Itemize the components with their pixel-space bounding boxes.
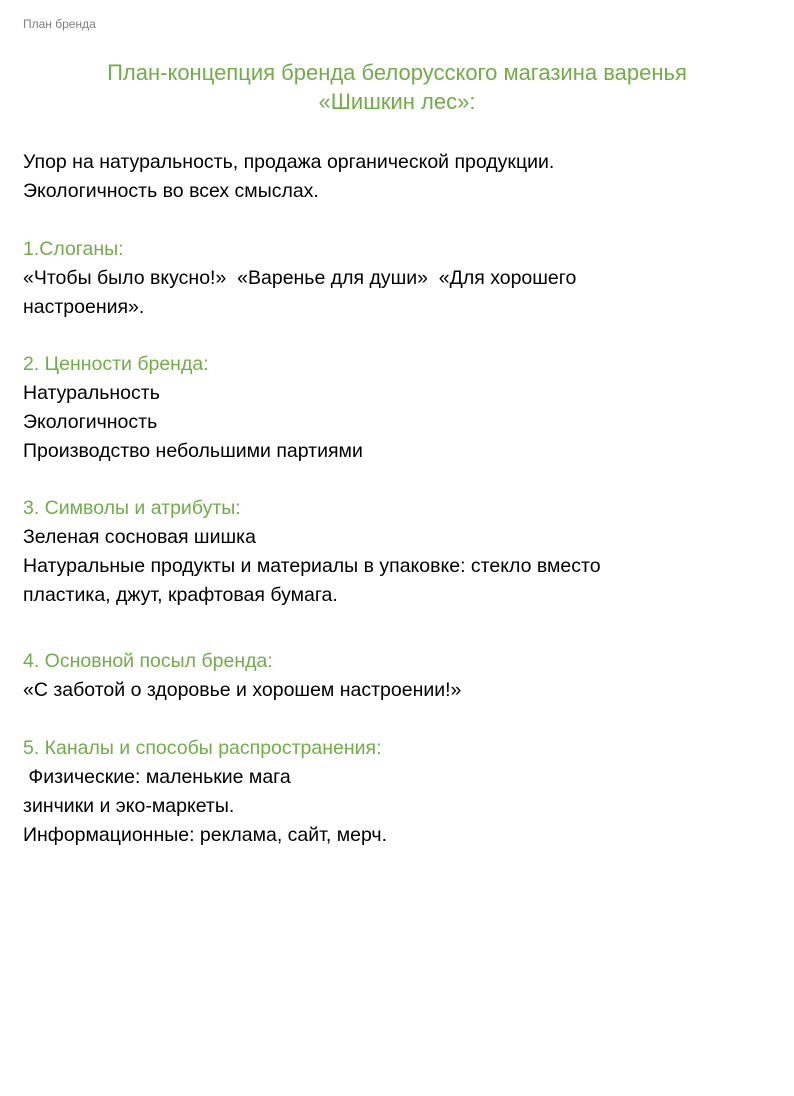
section-heading-values: 2. Ценности бренда:	[23, 353, 209, 375]
section-line: «Чтобы было вкусно!» «Варенье для души» «Для хорошего	[23, 267, 577, 289]
title-line: «Шишкин лес»:	[318, 89, 476, 114]
section-line: Натуральность	[23, 382, 160, 404]
section-line: Зеленая сосновая шишка	[23, 526, 256, 548]
section-line: Экологичность	[23, 411, 158, 433]
title-line: План-концепция бренда белорусского магазина варенья	[107, 60, 687, 85]
section-line: настроения».	[23, 296, 145, 318]
section-heading-message: 4. Основной посыл бренда:	[23, 650, 273, 672]
section-body-message	[23, 676, 763, 705]
section-line: зинчики и эко-маркеты.	[23, 795, 235, 817]
section-body-slogans	[23, 264, 763, 322]
header-label: План бренда	[23, 17, 96, 31]
section-line: Физические: маленькие мага	[23, 766, 291, 788]
section-line: Информационные: реклама, сайт, мерч.	[23, 824, 387, 846]
section-body-values	[23, 379, 763, 466]
section-body-symbols	[23, 523, 763, 610]
intro-paragraph	[23, 148, 763, 206]
section-line: Производство небольшими партиями	[23, 440, 363, 462]
intro-line: Упор на натуральность, продажа органической продукции.	[23, 151, 555, 173]
section-line: «С заботой о здоровье и хорошем настроении!»	[23, 679, 462, 701]
section-line: Натуральные продукты и материалы в упаковке: стекло вместо	[23, 555, 601, 577]
section-line: пластика, джут, крафтовая бумага.	[23, 584, 338, 606]
section-heading-slogans: 1.Слоганы:	[23, 238, 124, 260]
section-heading-channels: 5. Каналы и способы распространения:	[23, 737, 382, 759]
section-heading-symbols: 3. Символы и атрибуты:	[23, 497, 241, 519]
document-title	[40, 58, 754, 116]
intro-line: Экологичность во всех смыслах.	[23, 180, 319, 202]
section-body-channels	[23, 763, 763, 850]
